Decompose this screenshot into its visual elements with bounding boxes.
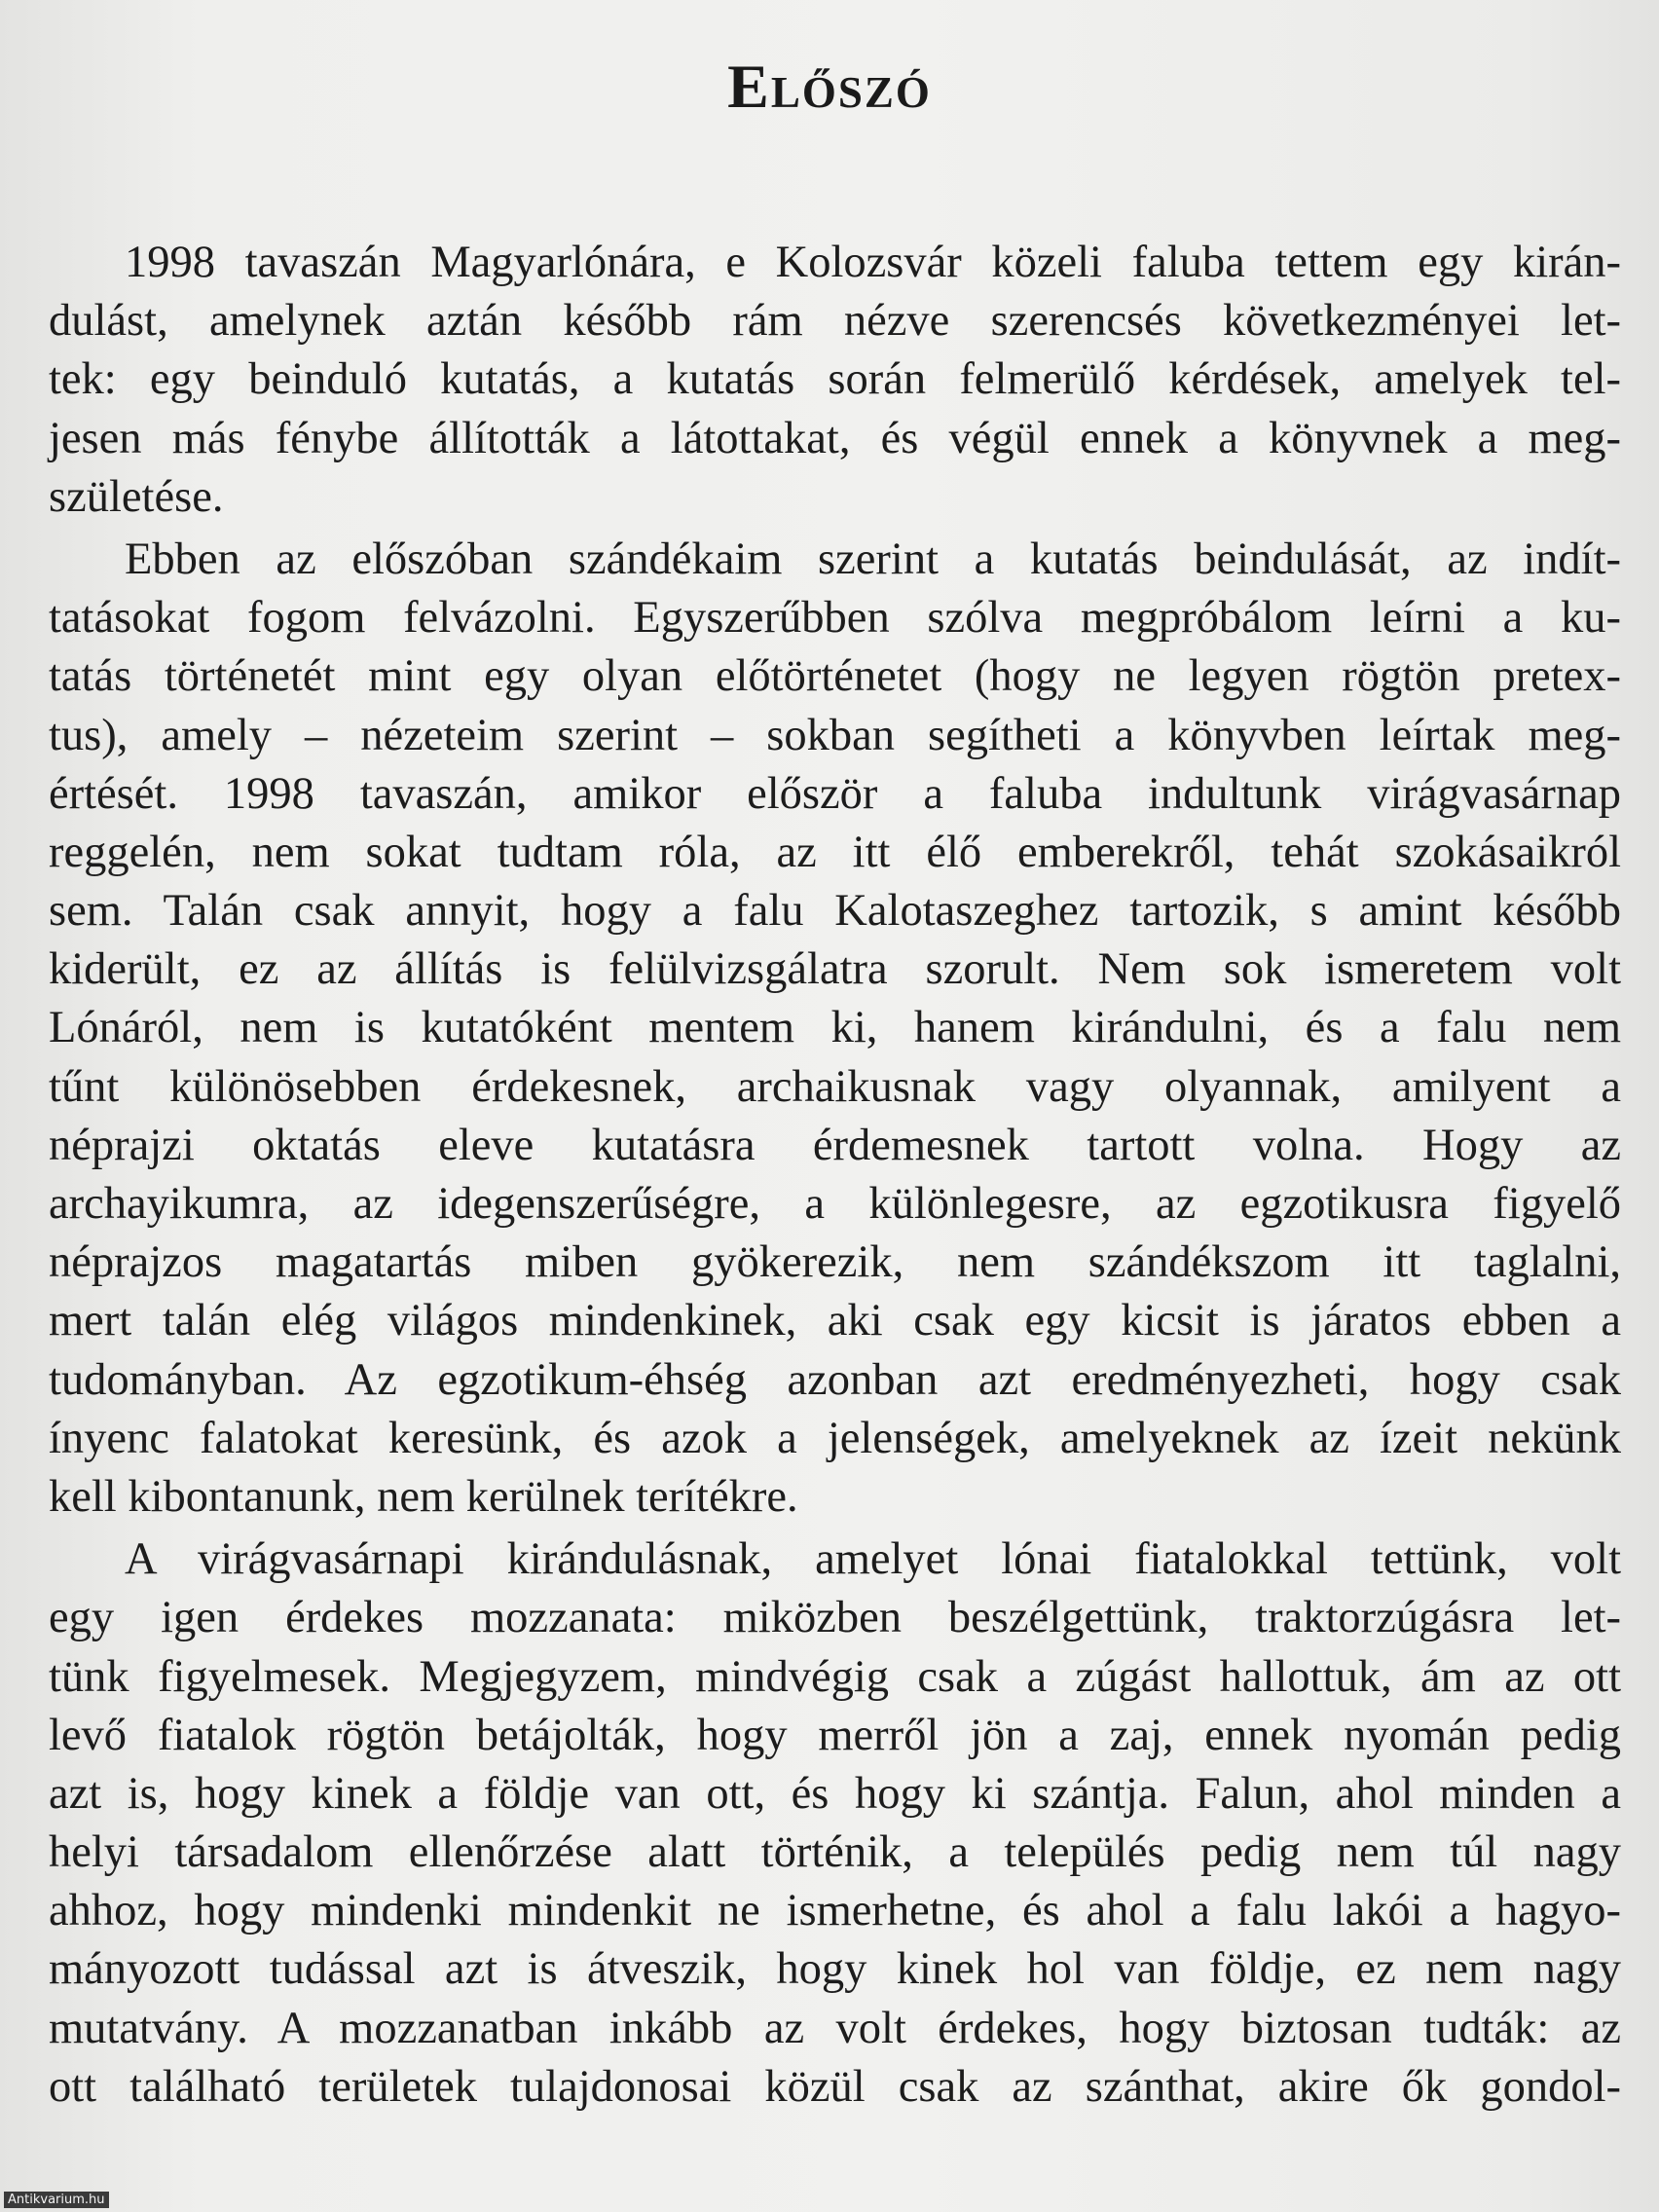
text-line: sem. Talán csak annyit, hogy a falu Kalotaszeghez tartozik, s amint később	[49, 886, 1621, 937]
text-line: ahhoz, hogy mindenki mindenkit ne ismerhetne, és ahol a falu lakói a hagyo-	[49, 1886, 1621, 1936]
paragraph-2	[49, 531, 1621, 1527]
text-line: születése.	[49, 471, 224, 522]
text-line: tünk figyelmesek. Megjegyzem, mindvégig csak a zúgást hallottuk, ám az ott	[49, 1651, 1621, 1702]
text-line: tatás történetét mint egy olyan előtörténetet (hogy ne legyen rögtön pretex-	[49, 651, 1621, 702]
text-line: értését. 1998 tavaszán, amikor először a faluba indultunk virágvasárnap	[49, 768, 1621, 819]
text-line: Lónáról, nem is kutatóként mentem ki, hanem kirándulni, és a falu nem	[49, 1003, 1621, 1053]
text-line: dulást, amelynek aztán később rám nézve szerencsés következményei let-	[49, 296, 1621, 347]
text-line: tus), amely – nézeteim szerint – sokban segítheti a könyvben leírtak meg-	[49, 710, 1621, 760]
watermark: Antikvarium.hu	[4, 2192, 109, 2208]
text-line: mányozott tudással azt is átveszik, hogy kinek hol van földje, ez nem nagy	[49, 1944, 1621, 1995]
page-title: Előszó	[727, 52, 932, 121]
text-line: tudományban. Az egzotikum-éhség azonban azt eredményezheti, hogy csak	[49, 1354, 1621, 1405]
text-line: ott található területek tulajdonosai közül csak az szánthat, akire ők gondol-	[49, 2061, 1621, 2112]
text-line: néprajzi oktatás eleve kutatásra érdemesnek tartott volna. Hogy az	[49, 1120, 1621, 1170]
text-line: Ebben az előszóban szándékaim szerint a kutatás beindulását, az indít-	[125, 534, 1621, 584]
text-line: kell kibontanunk, nem kerülnek terítékre.	[49, 1471, 798, 1522]
paragraph-3	[49, 1530, 1621, 2117]
text-line: archayikumra, az idegenszerűségre, a különlegesre, az egzotikusra figyelő	[49, 1179, 1621, 1229]
text-line: tűnt különösebben érdekesnek, archaikusnak vagy olyannak, amilyent a	[49, 1061, 1621, 1112]
text-line: mutatvány. A mozzanatban inkább az volt érdekes, hogy biztosan tudták: az	[49, 2003, 1621, 2053]
text-line: A virágvasárnapi kirándulásnak, amelyet lónai fiatalokkal tettünk, volt	[125, 1534, 1621, 1585]
body-text	[49, 234, 1621, 2120]
text-line: ínyenc falatokat keresünk, és azok a jelenségek, amelyeknek az ízeit nekünk	[49, 1413, 1621, 1463]
text-line: egy igen érdekes mozzanata: miközben beszélgettünk, traktorzúgásra let-	[49, 1593, 1621, 1643]
text-line: tek: egy beinduló kutatás, a kutatás során felmerülő kérdések, amelyek tel-	[49, 354, 1621, 405]
text-line: levő fiatalok rögtön betájolták, hogy merről jön a zaj, ennek nyomán pedig	[49, 1710, 1621, 1760]
text-line: kiderült, ez az állítás is felülvizsgálatra szorult. Nem sok ismeretem volt	[49, 944, 1621, 995]
text-line: 1998 tavaszán Magyarlónára, e Kolozsvár közeli faluba tettem egy kirán-	[125, 238, 1621, 287]
text-line: jesen más fénybe állították a látottakat, és végül ennek a könyvnek a meg-	[49, 413, 1621, 463]
paragraph-1	[49, 234, 1621, 527]
text-line: néprajzos magatartás miben gyökerezik, nem szándékszom itt taglalni,	[49, 1237, 1621, 1288]
text-line: azt is, hogy kinek a földje van ott, és hogy ki szántja. Falun, ahol minden a	[49, 1768, 1621, 1819]
text-line: reggelén, nem sokat tudtam róla, az itt élő emberekről, tehát szokásaikról	[49, 827, 1621, 877]
text-line: mert talán elég világos mindenkinek, aki csak egy kicsit is járatos ebben a	[49, 1296, 1621, 1346]
text-line: tatásokat fogom felvázolni. Egyszerűbben szólva megpróbálom leírni a ku-	[49, 593, 1621, 644]
text-line: helyi társadalom ellenőrzése alatt történik, a település pedig nem túl nagy	[49, 1827, 1621, 1878]
